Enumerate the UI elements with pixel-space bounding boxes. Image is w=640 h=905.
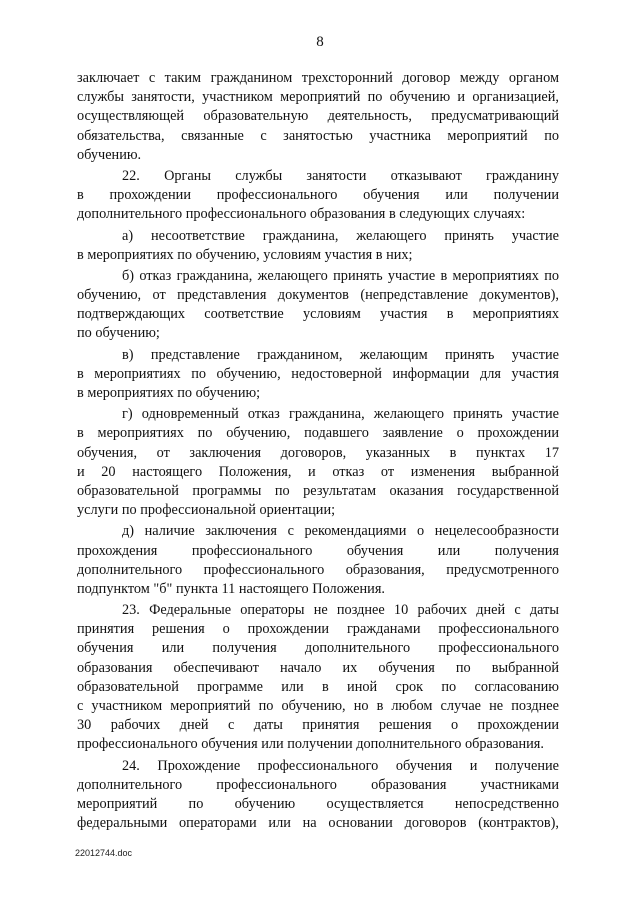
text-line: 23. Федеральные операторы не позднее 10 рабочих дней с даты — [122, 602, 559, 619]
text-line: дополнительного профессионального образования участниками — [77, 776, 559, 793]
text-line: с участником мероприятий по обучению, но в любом случае не позднее — [77, 698, 559, 714]
paragraph-continuation — [77, 69, 559, 165]
paragraph-22 — [77, 167, 559, 225]
subparagraph-a — [77, 227, 559, 265]
subparagraph-d — [77, 522, 559, 599]
text-line: подтверждающих соответствие условиям участия в мероприятиях — [77, 306, 559, 323]
text-line: в прохождении профессионального обучения или получении — [77, 187, 559, 204]
subparagraph-b — [77, 267, 559, 344]
text-line: образования обеспечивают начало их обучения по выбранной — [77, 659, 559, 676]
text-line: в мероприятиях по обучению; — [77, 385, 261, 401]
text-line: федеральными операторами или на основании договоров (контрактов), — [77, 815, 559, 832]
text-line: осуществляющей образовательную деятельность, предусматривающий — [77, 108, 559, 125]
paragraph-23 — [77, 601, 559, 755]
text-line: и 20 настоящего Положения, и отказ от изменения выбранной — [77, 463, 559, 480]
text-line: 24. Прохождение профессионального обучения и получение — [122, 757, 559, 774]
text-line: услуги по профессиональной ориентации; — [77, 502, 336, 519]
text-line: по обучению; — [77, 325, 160, 342]
paragraph-24 — [77, 757, 559, 834]
text-line: д) наличие заключения с рекомендациями о нецелесообразности — [122, 523, 559, 540]
text-line: обучения или получения дополнительного профессионального — [77, 640, 559, 657]
text-line: обязательства, связанные с занятостью участника мероприятий по — [77, 127, 559, 144]
page-number: 8 — [316, 34, 324, 50]
text-line: б) отказ гражданина, желающего принять участие в мероприятиях по — [122, 267, 559, 284]
document-body — [77, 69, 559, 833]
text-line: обучения, от заключения договоров, указанных в пунктах 17 — [77, 444, 559, 461]
text-line: дополнительного профессионального образования, предусмотренного — [77, 561, 559, 578]
text-line: обучению, от представления документов (непредставление документов), — [77, 287, 559, 304]
text-line: прохождения профессионального обучения или получения — [77, 542, 559, 559]
text-line: в мероприятиях по обучению, недостоверной информации для участия — [77, 365, 559, 382]
text-line: образовательной программе или в иной срок по согласованию — [77, 678, 559, 695]
text-line: в мероприятиях по обучению, подавшего заявление о прохождении — [77, 425, 559, 442]
text-line: в мероприятиях по обучению, условиям участия в них; — [77, 246, 413, 263]
text-line: подпунктом "б" пункта 11 настоящего Положения. — [77, 580, 385, 597]
text-line: в) представление гражданином, желающим принять участие — [122, 346, 559, 363]
text-line: г) одновременный отказ гражданина, желающего принять участие — [122, 406, 559, 423]
text-line: мероприятий по обучению осуществляется непосредственно — [77, 795, 559, 812]
text-line: обучению. — [77, 146, 142, 163]
subparagraph-g — [77, 405, 559, 520]
text-line: образовательной программы по результатам оказания государственной — [77, 482, 559, 499]
text-line: а) несоответствие гражданина, желающего принять участие — [122, 227, 559, 244]
text-line: принятия решения о прохождении гражданами профессионального — [77, 621, 559, 638]
text-line: 22. Органы службы занятости отказывают гражданину — [122, 167, 559, 184]
subparagraph-v — [77, 346, 559, 404]
text-line: 30 рабочих дней с даты принятия решения о прохождении — [77, 717, 559, 734]
footer-filename: 22012744.doc — [75, 848, 133, 858]
text-line: службы занятости, участником мероприятий по обучению и организацией, — [77, 89, 559, 106]
text-line: заключает с таким гражданином трехсторонний договор между органом — [77, 70, 559, 86]
text-line: дополнительного профессионального образования в следующих случаях: — [77, 206, 526, 223]
text-line: профессионального обучения или получении дополнительного образования. — [77, 736, 544, 753]
